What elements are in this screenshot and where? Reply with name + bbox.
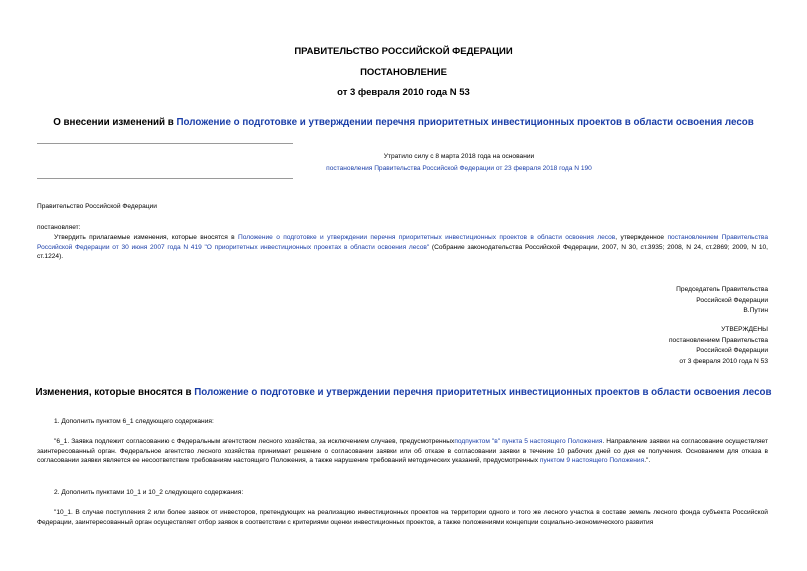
separator-bottom (37, 178, 293, 179)
signature-block (548, 285, 768, 317)
changes-title (0, 387, 807, 398)
quote1-text-2: . Направление заявки на согласование осуществляет заинтересованный орган. Федеральное агентство лесного хозяйства принимает решение о согласовании заявки или об отказе в согласовании заявки в течение 10 рабочих дней со дня ее получения. Основанием для отказа в согласовании заявки является ее несоответствие требованиям настоящего Положения, а также нарушение требований методических указаний, предусмотренных (37, 438, 768, 465)
point-9-link[interactable]: пунктом 9 настоящего Положения (539, 457, 645, 465)
quote1-text-3: .". (644, 457, 651, 465)
title-link[interactable]: Положение о подготовке и утверждении перечня приоритетных инвестиционных проектов в области освоения лесов (176, 117, 754, 128)
approval-title: УТВЕРЖДЕНЫ (721, 326, 768, 333)
subpoint-5v-link[interactable]: подпунктом "в" пункта 5 настоящего Положения (454, 438, 603, 445)
title-prefix: О внесении изменений в (53, 117, 177, 128)
changes-title-link[interactable]: Положение о подготовке и утверждении перечня приоритетных инвестиционных проектов в области освоения лесов (194, 387, 772, 398)
header-doc-type: ПОСТАНОВЛЕНИЕ (360, 67, 447, 78)
changes-title-prefix: Изменения, которые вносятся в (35, 387, 195, 398)
signature-position: Председатель Правительства (676, 286, 768, 293)
repeal-decree-link[interactable]: постановления Правительства Российской Федерации от 23 февраля 2018 года N 190 (326, 165, 592, 172)
approval-block (548, 325, 768, 367)
header-government: ПРАВИТЕЛЬСТВО РОССИЙСКОЙ ФЕДЕРАЦИИ (294, 46, 513, 57)
regulation-link[interactable]: Положение о подготовке и утверждении перечня приоритетных инвестиционных проектов в области освоения лесов (238, 234, 616, 241)
separator-top (37, 143, 293, 144)
change-quote-2: "10_1. В случае поступления 2 или более заявок от инвесторов, претендующих на реализацию инвестиционных проектов на территории одного и того же лесного участка в составе земель лесного фонда субъекта Российской Федерации, заинтересованный орган осуществляет отбор заявок в соответствии с критериями оценки инвестиционных проектов, а также положениями концепции социально-экономического развития (37, 509, 768, 526)
approval-date: от 3 февраля 2010 года N 53 (679, 357, 768, 365)
repeal-notice-line2 (250, 164, 668, 174)
change-item-1: 1. Дополнить пунктом 6_1 следующего содержания: (54, 418, 214, 425)
decree-paragraph (37, 233, 768, 262)
decree-word: постановляет: (37, 224, 81, 231)
repeal-notice: Утратило силу с 8 марта 2018 года на основании (383, 153, 535, 160)
decree-text-2: , утвержденное (615, 234, 668, 241)
signature-org: Российской Федерации (696, 296, 768, 304)
document-title (0, 117, 807, 128)
quote1-text-1: "6_1. Заявка подлежит согласованию с Федеральным агентством лесного хозяйства, за исключением случаев, предусмотренных (54, 438, 455, 445)
approval-line3: Российской Федерации (696, 347, 768, 354)
issuer: Правительство Российской Федерации (37, 203, 157, 210)
approval-line2: постановлением Правительства (668, 336, 768, 344)
decree-419-link[interactable]: постановлением Правительства Российской Федерации от 30 июня 2007 года N 419 "О приоритетных инвестиционных проектах в области освоения лесов" (37, 234, 769, 251)
header-doc-date: от 3 февраля 2010 года N 53 (337, 87, 470, 98)
change-quote-1 (37, 437, 768, 466)
change-item-2: 2. Дополнить пунктами 10_1 и 10_2 следующего содержания: (54, 489, 244, 496)
signature-name: В.Путин (743, 307, 768, 314)
decree-text-1: Утвердить прилагаемые изменения, которые вносятся в (54, 234, 238, 241)
decree-text-3: (Собрание законодательства Российской Федерации, 2007, N 30, ст.3935; 2008, N 24, ст.2869; 2009, N 10, ст.1224). (37, 243, 768, 261)
